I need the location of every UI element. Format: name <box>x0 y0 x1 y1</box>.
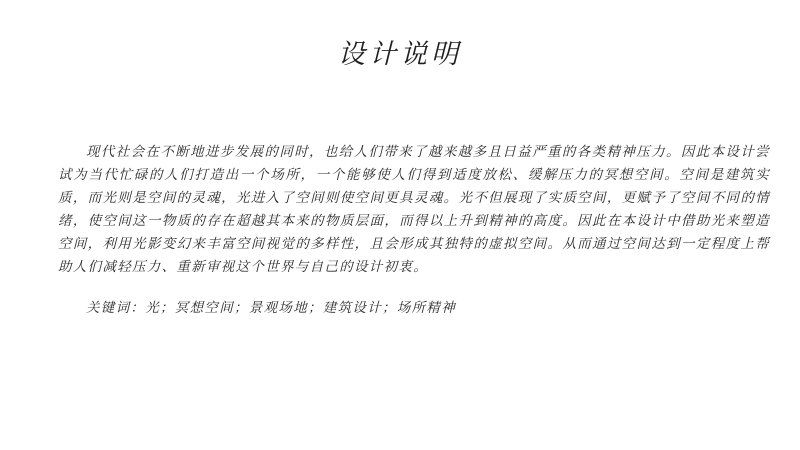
keywords-line: 关键词：光；冥想空间；景观场地；建筑设计；场所精神 <box>86 300 456 316</box>
design-description-paragraph: 现代社会在不断地进步发展的同时，也给人们带来了越来越多且日益严重的各类精神压力。因此本设计尝试为当代忙碌的人们打造出一个场所，一个能够使人们得到适度放松、缓解压力的冥想空间。空间是建筑实质，而光则是空间的灵魂，光进入了空间则使空间更具灵魂。光不但展现了实质空间，更赋予了空间不同的情绪，使空间这一物质的存在超越其本来的物质层面，而得以上升到精神的高度。因此在本设计中借助光来塑造空间，利用光影变幻来丰富空间视觉的多样性，且会形成其独特的虚拟空间。从而通过空间达到一定程度上帮助人们减轻压力、重新审视这个世界与自己的设计初衷。 <box>58 144 770 275</box>
document-title: 设计说明 <box>338 39 462 70</box>
